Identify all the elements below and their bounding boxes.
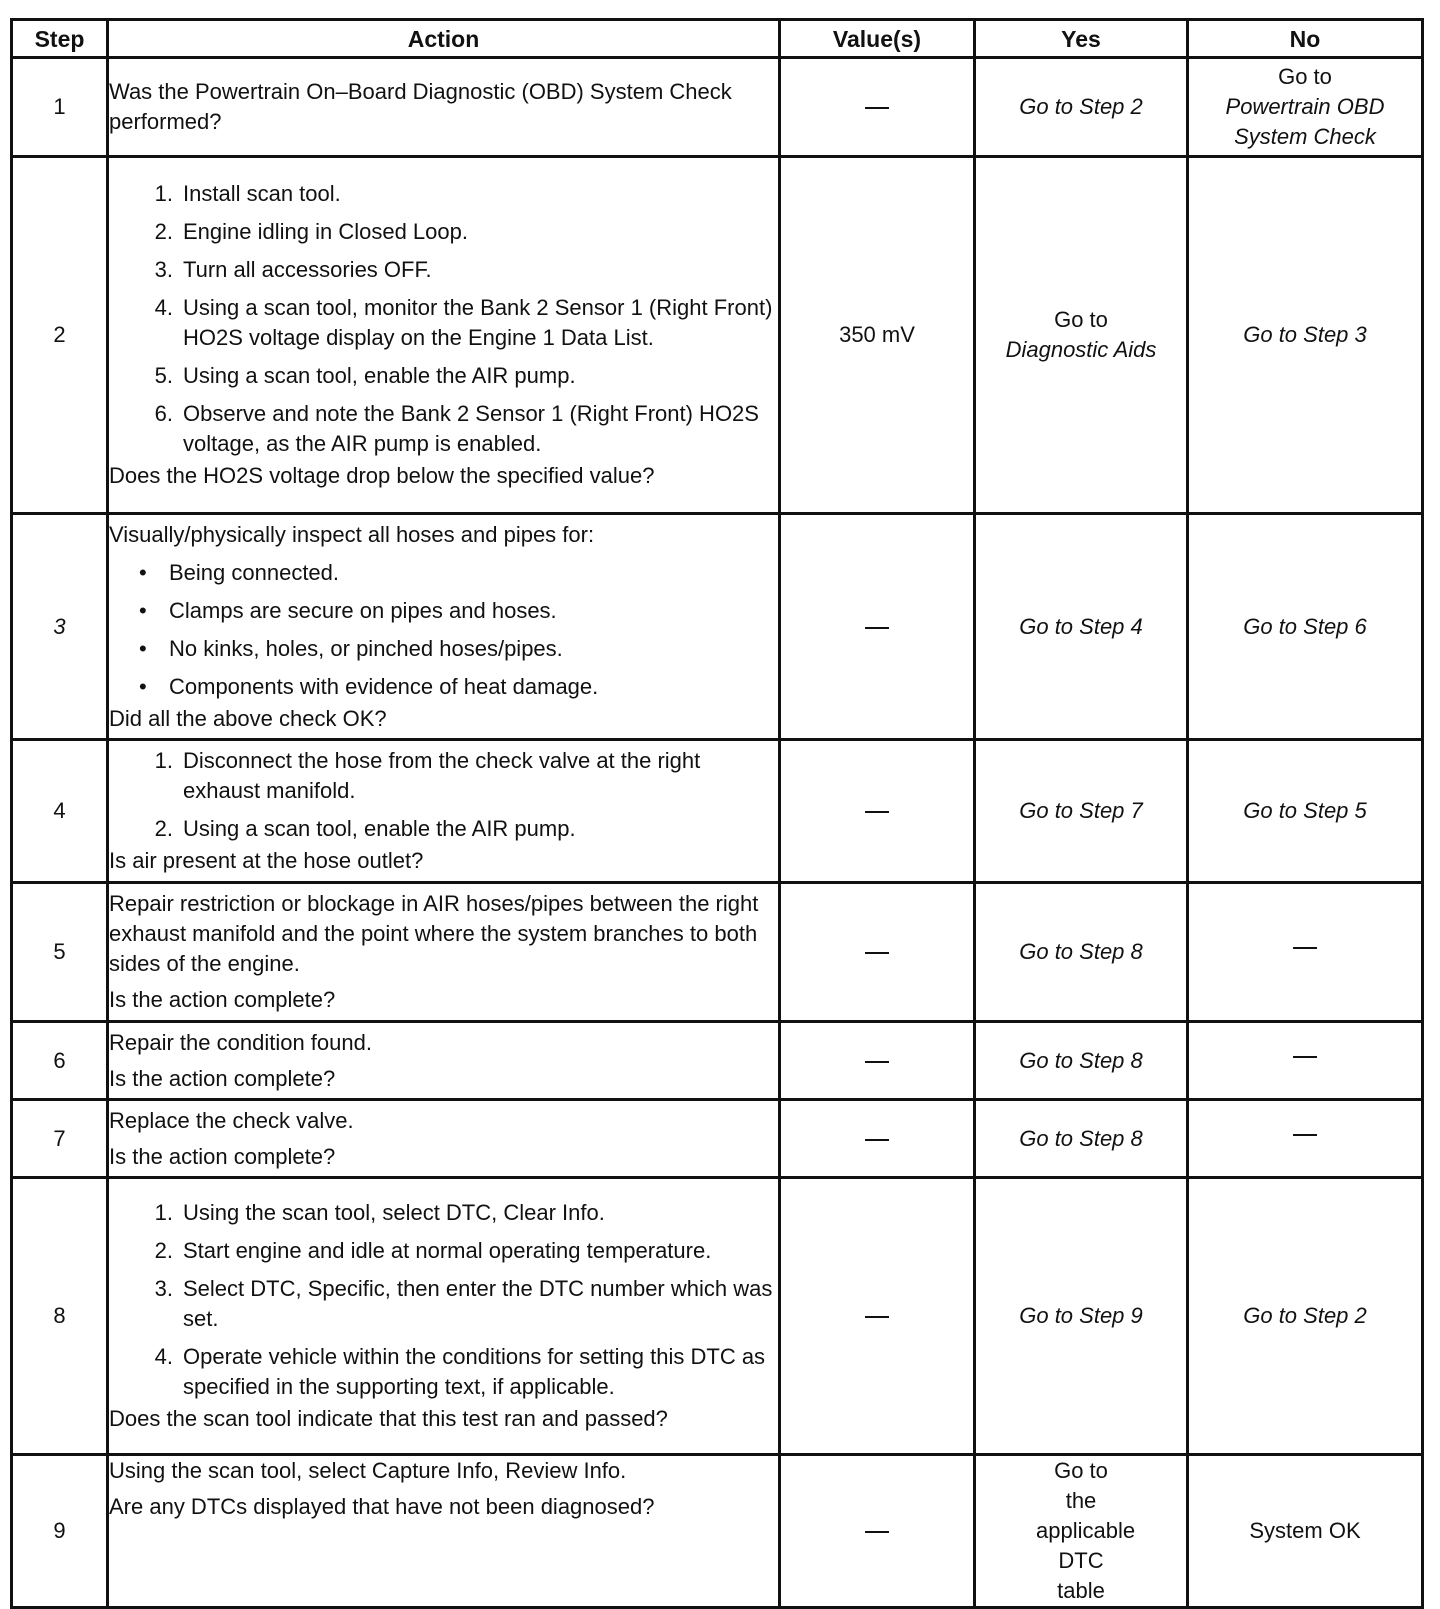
step-number: 7 <box>12 1100 108 1178</box>
yes-cell <box>975 1178 1188 1455</box>
yes-link[interactable]: Go to Step 9 <box>1019 1303 1143 1328</box>
value-cell <box>780 883 975 1022</box>
no-text-plain[interactable]: Go to <box>1278 64 1332 89</box>
no-cell <box>1188 1178 1423 1455</box>
list-item: 2. Start engine and idle at normal operating temperature. <box>154 1238 712 1263</box>
action-question: Does the scan tool indicate that this test ran and passed? <box>109 1406 668 1431</box>
table-row-step-8 <box>12 1178 1423 1455</box>
value-cell <box>780 1178 975 1455</box>
list-item: 3. Select DTC, Specific, then enter the DTC number which was set. <box>154 1276 773 1331</box>
yes-cell <box>975 58 1188 157</box>
no-cell <box>1188 1455 1423 1608</box>
action-cell <box>108 883 780 1022</box>
action-question: Is the action complete? <box>109 987 336 1012</box>
yes-cell <box>975 1022 1188 1100</box>
value-cell <box>780 1022 975 1100</box>
action-question: Does the HO2S voltage drop below the specified value? <box>109 463 655 488</box>
table-row-step-3 <box>12 514 1423 740</box>
yes-text-plain[interactable]: Go to <box>1054 307 1108 332</box>
value-cell <box>780 1455 975 1608</box>
yes-link[interactable]: Go to Step 7 <box>1019 798 1143 823</box>
yes-cell <box>975 157 1188 514</box>
yes-cell <box>975 740 1188 883</box>
yes-link[interactable]: Go to Step 8 <box>1019 939 1143 964</box>
value-cell <box>780 58 975 157</box>
list-item: 2. Using a scan tool, enable the AIR pump. <box>154 816 576 841</box>
value-dash <box>865 627 889 629</box>
value-dash <box>865 1531 889 1533</box>
no-link[interactable]: Go to Step 5 <box>1243 798 1367 823</box>
table-row-step-6 <box>12 1022 1423 1100</box>
table-row-step-7 <box>12 1100 1423 1178</box>
no-text-italic[interactable]: Powertrain OBD System Check <box>1225 94 1385 149</box>
action-intro: Visually/physically inspect all hoses and pipes for: <box>109 521 595 547</box>
table-row-step-9 <box>12 1455 1423 1608</box>
value-cell <box>780 514 975 740</box>
header-values: Value(s) <box>780 20 975 58</box>
no-cell <box>1188 157 1423 514</box>
no-link[interactable]: Go to Step 6 <box>1243 613 1367 639</box>
no-cell <box>1188 740 1423 883</box>
action-intro: Repair the condition found. <box>109 1029 372 1055</box>
no-text: System OK <box>1249 1518 1361 1543</box>
no-cell <box>1188 58 1423 157</box>
no-link[interactable]: Go to Step 2 <box>1243 1303 1367 1328</box>
action-question: Is the action complete? <box>109 1065 336 1091</box>
yes-cell <box>975 1455 1188 1608</box>
no-cell <box>1188 883 1423 1022</box>
value-cell <box>780 740 975 883</box>
step-number: 4 <box>12 740 108 883</box>
list-item: • Being connected. <box>139 559 340 585</box>
list-item: 1. Disconnect the hose from the check valve at the right exhaust manifold. <box>154 748 701 803</box>
yes-link[interactable]: Go to Step 8 <box>1019 1047 1143 1073</box>
step-number: 2 <box>12 157 108 514</box>
action-cell <box>108 1022 780 1100</box>
yes-cell <box>975 1100 1188 1178</box>
action-cell <box>108 1455 780 1608</box>
value-dash <box>865 1139 889 1141</box>
header-yes: Yes <box>975 20 1188 58</box>
yes-link[interactable]: Go to Step 2 <box>1019 94 1143 119</box>
header-action: Action <box>108 20 780 58</box>
action-cell <box>108 740 780 883</box>
yes-link[interactable]: Go to Step 4 <box>1019 613 1143 639</box>
step-number: 5 <box>12 883 108 1022</box>
value-dash <box>865 952 889 954</box>
step-number: 8 <box>12 1178 108 1455</box>
value-cell <box>780 1100 975 1178</box>
step-number: 3 <box>12 514 108 740</box>
action-cell <box>108 1100 780 1178</box>
yes-cell <box>975 883 1188 1022</box>
no-link[interactable]: Go to Step 3 <box>1243 322 1367 347</box>
step-number: 1 <box>12 58 108 157</box>
yes-text-italic[interactable]: Diagnostic Aids <box>1005 337 1157 362</box>
action-cell <box>108 1178 780 1455</box>
no-cell <box>1188 514 1423 740</box>
no-dash <box>1293 1056 1317 1058</box>
action-cell <box>108 514 780 740</box>
list-item: 6. Observe and note the Bank 2 Sensor 1 (Right Front) HO2S voltage, as the AIR pump is enabled. <box>154 401 759 456</box>
header-step: Step <box>12 20 108 58</box>
no-dash <box>1293 1134 1317 1136</box>
header-row <box>12 20 1423 58</box>
no-cell <box>1188 1100 1423 1178</box>
list-item: • Clamps are secure on pipes and hoses. <box>139 597 557 623</box>
value-dash <box>865 1316 889 1318</box>
action-question: Is the action complete? <box>109 1143 336 1169</box>
table-row-step-1 <box>12 58 1423 157</box>
action-question: Are any DTCs displayed that have not been diagnosed? <box>109 1494 655 1519</box>
value-cell: 350 mV <box>780 157 975 514</box>
list-item: • No kinks, holes, or pinched hoses/pipes. <box>139 635 563 661</box>
table-row-step-5 <box>12 883 1423 1022</box>
list-item: 5. Using a scan tool, enable the AIR pump. <box>154 363 576 388</box>
no-dash <box>1293 947 1317 949</box>
action-intro: Using the scan tool, select Capture Info, Review Info. <box>109 1458 627 1483</box>
step-number: 6 <box>12 1022 108 1100</box>
list-item: 2. Engine idling in Closed Loop. <box>154 219 468 244</box>
action-text: Was the Powertrain On–Board Diagnostic (OBD) System Check performed? <box>109 79 732 134</box>
list-item: 4. Operate vehicle within the conditions for setting this DTC as specified in the supporting text, if applicable. <box>154 1344 766 1399</box>
value-dash <box>865 107 889 109</box>
list-item: 3. Turn all accessories OFF. <box>154 257 432 282</box>
diagnostic-table <box>10 18 1424 1609</box>
table-row-step-4 <box>12 740 1423 883</box>
action-cell <box>108 157 780 514</box>
list-item: 1. Using the scan tool, select DTC, Clear Info. <box>154 1200 605 1225</box>
yes-link[interactable]: Go to the applicable DTC table <box>1036 1458 1136 1603</box>
action-intro: Repair restriction or blockage in AIR hoses/pipes between the right exhaust manifold and the point where the system branches to both sides of the engine. <box>109 891 759 976</box>
list-item: • Components with evidence of heat damage. <box>139 673 599 699</box>
header-no: No <box>1188 20 1423 58</box>
step-number: 9 <box>12 1455 108 1608</box>
action-cell <box>108 58 780 157</box>
action-intro: Replace the check valve. <box>109 1107 354 1133</box>
value-dash <box>865 1061 889 1063</box>
yes-cell <box>975 514 1188 740</box>
table-row-step-2 <box>12 157 1423 514</box>
action-question: Is air present at the hose outlet? <box>109 848 424 873</box>
value-dash <box>865 811 889 813</box>
list-item: 1. Install scan tool. <box>154 181 341 206</box>
list-item: 4. Using a scan tool, monitor the Bank 2 Sensor 1 (Right Front) HO2S voltage display on the Engine 1 Data List. <box>154 295 773 350</box>
action-question: Did all the above check OK? <box>109 705 387 731</box>
yes-link[interactable]: Go to Step 8 <box>1019 1125 1143 1151</box>
no-cell <box>1188 1022 1423 1100</box>
